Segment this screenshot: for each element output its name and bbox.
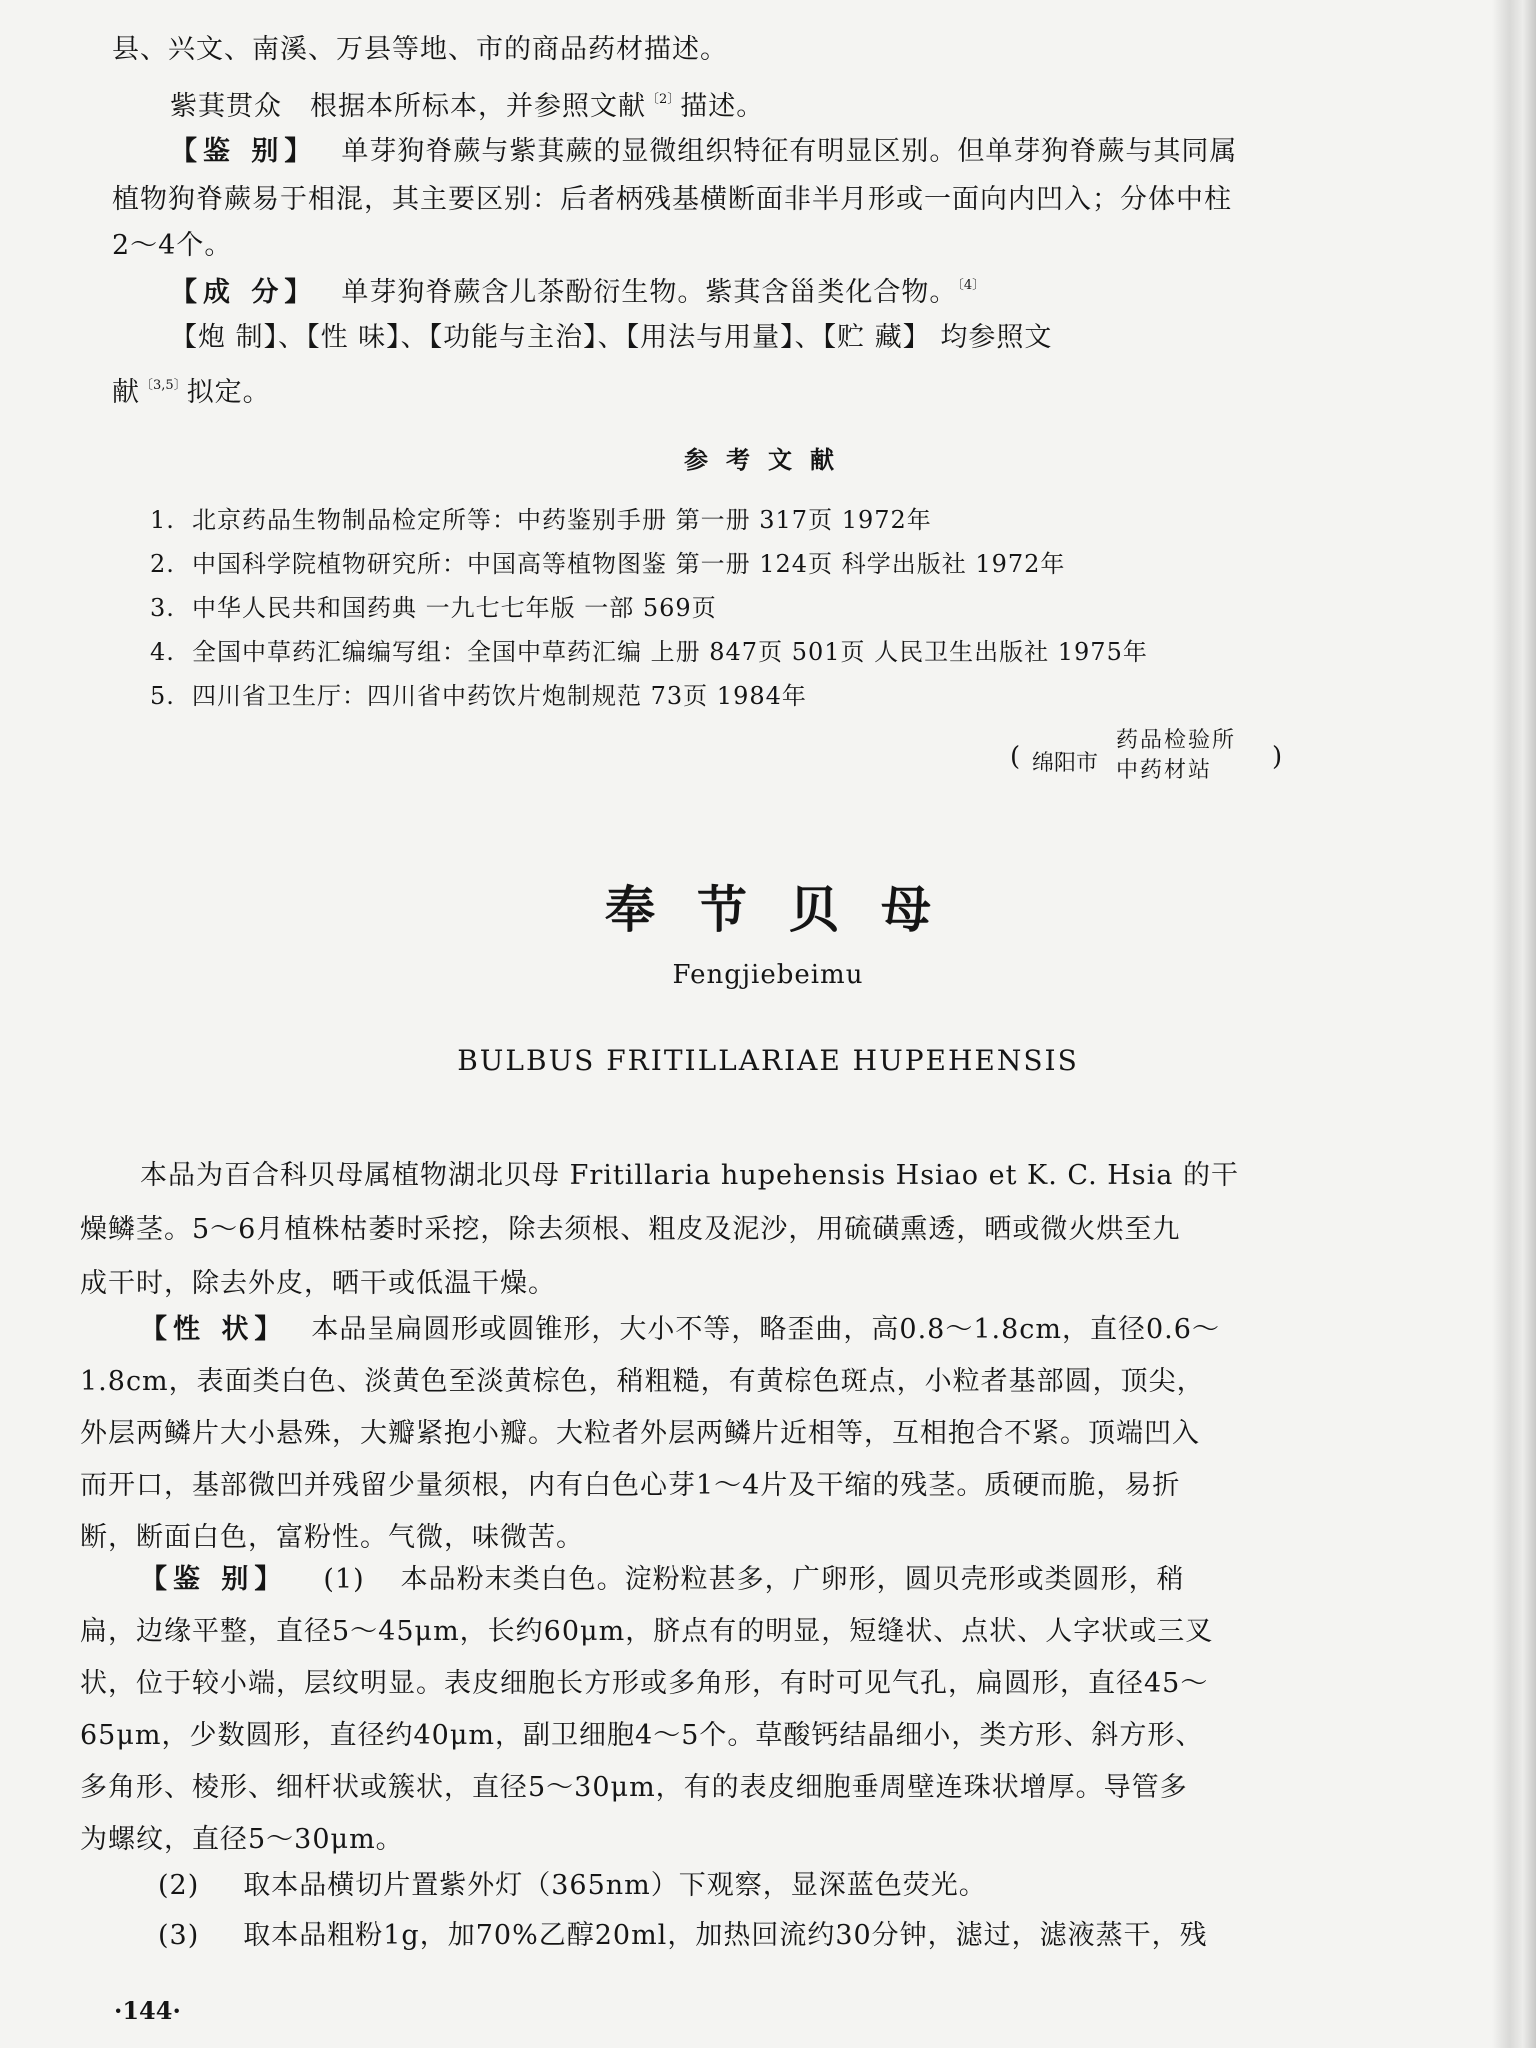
reference-number: 1.: [150, 506, 175, 534]
monograph-title: 奉节贝母: [605, 880, 973, 939]
zikei-paragraph: [170, 80, 764, 127]
xingzhuang-label: 【性 状】: [140, 1314, 288, 1345]
jianbie-1-line: 状，位于较小端，层纹明显。表皮细胞长方形或多角形，有时可见气孔，扁圆形，直径45～: [80, 1668, 1209, 1699]
affiliation-close-paren: ): [1272, 742, 1283, 772]
reference-text: 中华人民共和国药典 一九七七年版 一部 569页: [192, 594, 717, 622]
paozhi-text-a: 献: [112, 377, 140, 408]
reference-number: 4.: [150, 638, 175, 666]
zikei-end: 描述。: [680, 91, 765, 122]
chengfen-line: [170, 266, 985, 313]
jianbie-line-3: 2～4个。: [112, 230, 233, 261]
affiliation-open-paren: (: [1010, 742, 1021, 772]
zikei-ref: 〔2〕: [646, 92, 681, 107]
jianbie-1-line: 65μm，少数圆形，直径约40μm，副卫细胞4～5个。草酸钙结晶细小，类方形、斜方形、: [80, 1720, 1204, 1751]
intro-line: 燥鳞茎。5～6月植株枯萎时采挖，除去须根、粗皮及泥沙，用硫磺熏透，晒或微火烘至九: [80, 1214, 1181, 1245]
intro-line: 成干时，除去外皮，晒干或低温干燥。: [80, 1268, 556, 1299]
page-edge-shadow: [1492, 0, 1536, 2048]
affiliation-unit-2: 中药材站: [1116, 758, 1213, 783]
jianbie-2-number: (2): [158, 1870, 200, 1901]
xingzhuang-line: [140, 1310, 1220, 1350]
jianbie-1-number: (1): [323, 1564, 365, 1595]
reference-number: 3.: [150, 594, 175, 622]
reference-item: [150, 546, 1065, 582]
jianbie-3-line: [158, 1916, 1208, 1956]
intro-line: 本品为百合科贝母属植物湖北贝母 Fritillaria hupehensis Hsiao et K. C. Hsia 的干: [140, 1160, 1239, 1191]
reference-number: 2.: [150, 550, 175, 578]
jianbie-3-text: 取本品粗粉1g，加70%乙醇20ml，加热回流约30分钟，滤过，滤液蒸干，残: [243, 1920, 1208, 1951]
jianbie-2-text: 取本品横切片置紫外灯（365nm）下观察，显深蓝色荧光。: [243, 1870, 987, 1901]
zikei-text: 根据本所标本，并参照文献: [310, 91, 646, 122]
jianbie-1-text: 本品粉末类白色。淀粉粒甚多，广卵形，圆贝壳形或类圆形，稍: [400, 1564, 1185, 1595]
reference-item: [150, 678, 807, 714]
xingzhuang-text: 本品呈扁圆形或圆锥形，大小不等，略歪曲，高0.8～1.8cm，直径0.6～: [311, 1314, 1220, 1345]
reference-text: 北京药品生物制品检定所等：中药鉴别手册 第一册 317页 1972年: [192, 506, 932, 534]
affiliation-units: [1116, 726, 1236, 786]
references-title: 参考文献: [684, 445, 852, 474]
xingzhuang-line: 外层两鳞片大小悬殊，大瓣紧抱小瓣。大粒者外层两鳞片近相等，互相抱合不紧。顶端凹入: [80, 1418, 1200, 1449]
reference-item: [150, 590, 717, 626]
reference-number: 5.: [150, 682, 175, 710]
reference-text: 四川省卫生厅：四川省中药饮片炮制规范 73页 1984年: [192, 682, 807, 710]
xingzhuang-line: 断，断面白色，富粉性。气微，味微苦。: [80, 1522, 584, 1553]
reference-text: 中国科学院植物研究所：中国高等植物图鉴 第一册 124页 科学出版社 1972年: [192, 550, 1066, 578]
chengfen-text: 单芽狗脊蕨含儿茶酚衍生物。紫萁含甾类化合物。: [341, 277, 958, 308]
paozhi-text-b: 拟定。: [186, 377, 271, 408]
xingzhuang-line: 而开口，基部微凹并残留少量须根，内有白色心芽1～4片及干缩的残茎。质硬而脆，易折: [80, 1470, 1181, 1501]
xingzhuang-line: 1.8cm，表面类白色、淡黄色至淡黄棕色，稍粗糙，有黄棕色斑点，小粒者基部圆，顶尖，: [80, 1366, 1205, 1397]
jianbie-1-line: 扁，边缘平整，直径5～45μm，长约60μm，脐点有的明显，短缝状、点状、人字状或三叉: [80, 1616, 1214, 1647]
affiliation-unit-1: 药品检验所: [1116, 728, 1237, 753]
paozhi-line-1: 【炮 制】、【性 味】、【功能与主治】、【用法与用量】、【贮 藏】 均参照文: [170, 322, 1053, 353]
jianbie-1-line: 多角形、棱形、细杆状或簇状，直径5～30μm，有的表皮细胞垂周壁连珠状增厚。导管多: [80, 1772, 1188, 1803]
jianbie-label: 【鉴 别】: [170, 136, 318, 167]
paozhi-ref: 〔3,5〕: [140, 378, 187, 393]
jianbie-line-2: 植物狗脊蕨易于相混，其主要区别：后者柄残基横断面非半月形或一面向内凹入；分体中柱: [112, 184, 1232, 215]
chengfen-label: 【成 分】: [170, 277, 318, 308]
jianbie-text-1: 单芽狗脊蕨与紫萁蕨的显微组织特征有明显区别。但单芽狗脊蕨与其同属: [341, 136, 1238, 167]
chengfen-ref: 〔4〕: [957, 278, 986, 293]
jianbie-1-line: [140, 1560, 1185, 1600]
affiliation-city: 绵阳市: [1032, 751, 1099, 776]
zikei-label: 紫萁贯众: [170, 91, 282, 122]
reference-item: [150, 502, 932, 538]
monograph-latin-name: BULBUS FRITILLARIAE HUPEHENSIS: [457, 1044, 1079, 1077]
jianbie-2-line: [158, 1866, 987, 1906]
jianbie-1-line: 为螺纹，直径5～30μm。: [80, 1824, 404, 1855]
jianbie-3-number: (3): [158, 1920, 200, 1951]
continuation-line: 县、兴文、南溪、万县等地、市的商品药材描述。: [112, 34, 728, 65]
jianbie-line-1: [170, 132, 1237, 172]
jianbie-label: 【鉴 别】: [140, 1564, 288, 1595]
page-number: ·144·: [114, 1996, 181, 2025]
reference-text: 全国中草药汇编编写组：全国中草药汇编 上册 847页 501页 人民卫生出版社 1975年: [192, 638, 1148, 666]
reference-item: [150, 634, 1148, 670]
paozhi-line-2: [112, 366, 271, 413]
monograph-pinyin: Fengjiebeimu: [672, 960, 864, 990]
